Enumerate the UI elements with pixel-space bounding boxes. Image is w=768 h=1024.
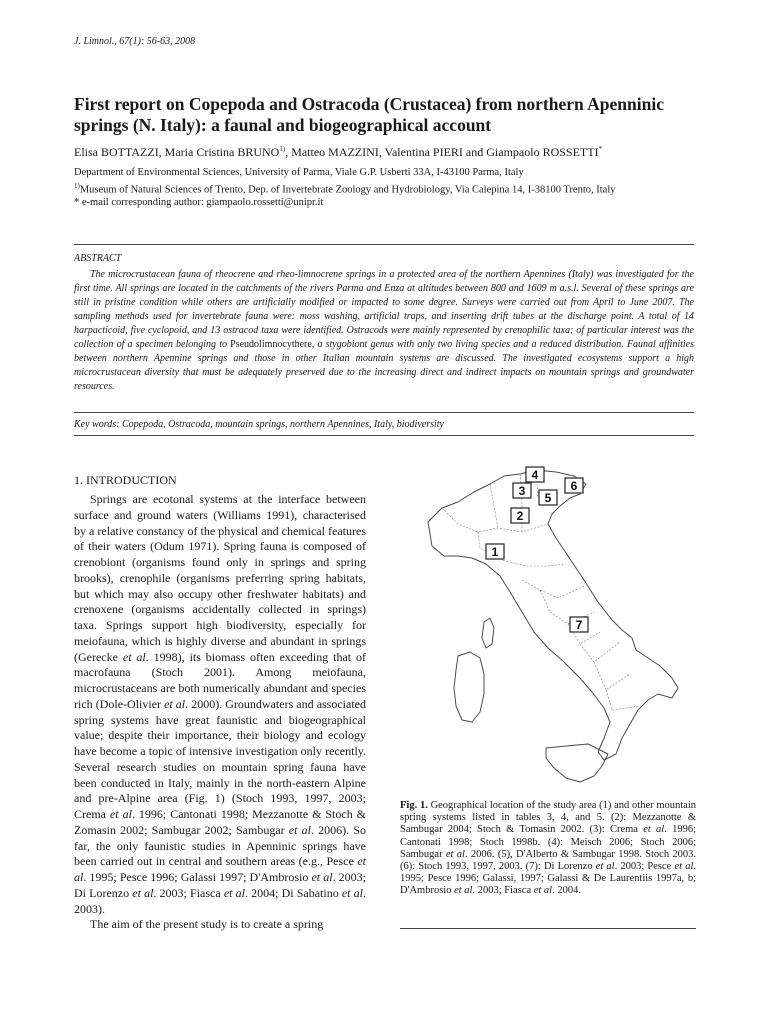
journal-citation: J. Limnol., 67(1): 56-63, 2008 (74, 36, 196, 47)
site-label-1: 1 (491, 545, 499, 559)
section-title: 1. INTRODUCTION (74, 473, 177, 487)
paper-title: First report on Copepoda and Ostracoda (Crustacea) from northern Apenninic springs (N. Italy): a faunal and biogeographical account (74, 94, 664, 135)
site-label-2: 2 (516, 509, 524, 523)
site-label-7: 7 (575, 618, 583, 632)
region-boundary (580, 642, 620, 662)
intro-text-run: . 2003). (74, 885, 366, 916)
authors-part-2: , Matteo MAZZINI, Valentina PIERI and Giampaolo ROSSETTI (285, 145, 599, 159)
intro-text-run: Springs are ecotonal systems at the interface between surface and ground waters (Williams 1991), characterised by a relative constancy of the physical and chemical features of their waters (Odum 1971). Spring fauna is composed of crenobiont (organisms found only in springs and spring brooks), crenophile (organisms preferring spring habitats, but which may also occupy other freshwater habitats) and crenoxene (organisms accidentally collected in springs) taxa. Springs support high biodiversity, especially for meiofauna, which is highly diverse and abundant in springs (Gerecke (74, 492, 366, 664)
abstract-text-before: The microcrustacean fauna of rheocrene and rheo-limnocrene springs in a protected area of the northern Apennines (Italy) was investigated for the first time. All springs are located in the catchments of the rivers Parma and Enza at altitudes between 800 and 1609 m a.s.l. Several of these springs are still in pristine condition while others are artificially modified or impacted to some degree. Surveys were carried out from April to June 2007. The sampling methods used for invertebrate fauna were: moss washing, artificial traps, and inserting drift tubes at the discharge point. A total of 14 harpacticoid, five cyclopoid, and 13 ostracod taxa were identified. Ostracods were mainly represented by crenophilic taxa; of particular interest was the collection of a specimen belonging to (74, 269, 694, 350)
corresponding-email: * e-mail corresponding author: giampaolo.rossetti@unipr.it (74, 196, 324, 208)
figure-caption (400, 800, 696, 898)
intro-paragraph-2: The aim of the present study is to create a spring (90, 917, 324, 932)
intro-italic-run: et al (122, 649, 146, 664)
site-marker-3 (513, 483, 531, 498)
site-label-3: 3 (518, 484, 526, 498)
authors-part-1: Elisa BOTTAZZI, Maria Cristina BRUNO (74, 145, 280, 159)
caption-text-run: Geographical location of the study area (1) and other mountain spring systems listed in tables 3, 4, and 5. (2): Mezzanotte & Sambugar 2004; Stoch & Tomasin 2002. (3): Crema (400, 800, 696, 836)
figure-caption-text (400, 800, 696, 896)
affiliations (74, 167, 714, 209)
caption-text-run: . 1995; Pesce 1996; Galassi, 1997; Galassi & De Laurentiis 1997a, b; D'Ambrosio (400, 861, 696, 897)
caption-italic-run: et al (445, 848, 465, 860)
caption-italic-run: et al (454, 885, 473, 897)
site-marker-5 (539, 490, 557, 505)
affiliation-2-sup: 1) (74, 181, 80, 190)
site-marker-4 (526, 467, 544, 482)
intro-text-run: . 2003; Di Lorenzo (74, 870, 366, 900)
caption-italic-run: et al (643, 824, 665, 836)
site-label-5: 5 (544, 491, 552, 505)
sardinia-outline (454, 652, 484, 722)
caption-text-run: . 2006. (5), D'Alberto & Sambugar 1998. Stoch 2003. (6): Stoch 1993, 1997, 2003. (7): Di Lorenzo (400, 848, 697, 873)
authors-sup-2: * (598, 145, 603, 153)
abstract-heading: ABSTRACT (74, 253, 122, 264)
site-marker-7 (570, 617, 588, 632)
intro-body (74, 492, 366, 933)
intro-italic-run: et al (311, 870, 333, 884)
site-label-4: 4 (531, 468, 539, 482)
italy-mainland-outline (428, 470, 678, 760)
corsica-outline (482, 618, 494, 648)
intro-italic-run: et al (74, 854, 366, 884)
region-boundary (606, 690, 640, 710)
intro-text-run: . 1998), its biomass often exceeding that of macrofauna (Stoch 2001). Among meiofauna, microcrustaceans are both numerically abundant and species rich (Dole-Olivier (74, 649, 367, 711)
intro-text-run: . 1995; Pesce 1996; Galassi 1997; D'Ambrosio (83, 870, 312, 884)
intro-text-run: . 2004; Di Sabatino (244, 885, 342, 900)
caption-text-run: . 2004. (552, 885, 581, 897)
intro-italic-run: et al (164, 696, 186, 711)
caption-bottom-rule (400, 928, 696, 929)
region-boundary (522, 580, 584, 598)
region-boundary (594, 662, 630, 690)
site-marker-1 (486, 544, 504, 559)
caption-italic-run: et al (595, 861, 615, 873)
intro-text-run: . 2000). Groundwaters and associated spring systems have great faunistic and biogeographical value; despite their importance, their biology and ecology have become a topic of intensive investigation only recently. Several research studies on mountain spring fauna have been conducted in Italy, mainly in the north-eastern Alpine and pre-Alpine area (Fig. 1) (Stoch 1993, 1997, 2003; Crema (74, 696, 367, 821)
keywords-top-rule (74, 412, 694, 413)
affiliation-2 (74, 180, 714, 197)
site-marker-2 (511, 508, 529, 523)
intro-text-run: . 2003; Fiasca (153, 885, 224, 900)
keywords: Key words: Copepoda, Ostracoda, mountain springs, northern Apennines, Italy, biodiversity (74, 419, 444, 430)
site-label-6: 6 (570, 479, 578, 493)
intro-italic-run: et al (341, 885, 363, 900)
intro-text-run: . 2006). So far, the only faunistic studies in Apenninic springs have been carried out in central and southern areas (e.g., Pesce (74, 822, 367, 869)
intro-italic-run: et al (109, 807, 132, 821)
caption-text-run: . 2003; Fiasca (472, 885, 534, 897)
abstract-top-rule (74, 244, 694, 245)
sicily-outline (546, 744, 608, 782)
caption-text-run: . 2003; Pesce (614, 861, 675, 873)
figure-caption-label: Fig. 1. (400, 800, 428, 811)
intro-italic-run: et al (223, 885, 245, 900)
affiliation-1: Department of Environmental Sciences, University of Parma, Viale G.P. Usberti 33A, I-43100 Parma, Italy (74, 167, 524, 178)
author-list (74, 145, 602, 160)
caption-italic-run: et al (533, 885, 553, 897)
abstract-text-after: , a stygobiont genus with only two living species and a reduced distribution. Faunal affinities between northern Apennine springs and those in other Italian mountain systems are discussed. The investigated ecosystems support a high microcrustacean diversity that must be adequately preserved due to the increasing direct and indirect impacts on mountain springs and groundwater resources. (74, 339, 695, 392)
intro-paragraph-1 (74, 492, 366, 917)
caption-italic-run: et al (674, 861, 694, 873)
region-boundary (490, 484, 498, 528)
keywords-bottom-rule (74, 435, 694, 436)
italy-map-figure (398, 462, 698, 792)
affiliation-2-text: Museum of Natural Sciences of Trento, Dep. of Invertebrate Zoology and Hydrobiology, Via Calepina 14, I-38100 Trento, Italy (79, 184, 616, 195)
intro-italic-run: et al (288, 822, 311, 837)
abstract-genus: Pseudolimnocythere (230, 339, 312, 350)
caption-text-run: . 1996; Cantonati 1998; Stoch 1998b. (4): Meisch 2006; Stoch 2006; Sambugar (400, 824, 696, 860)
intro-italic-run: et al (132, 885, 154, 900)
authors-sup-1: 1) (279, 145, 286, 153)
site-marker-6 (565, 478, 583, 493)
abstract-text (74, 268, 694, 394)
intro-text-run: . 1996; Cantonati 1998; Mezzanotte & Stoch & Zomasin 2002; Sambugar 2002; Sambugar (74, 807, 367, 837)
